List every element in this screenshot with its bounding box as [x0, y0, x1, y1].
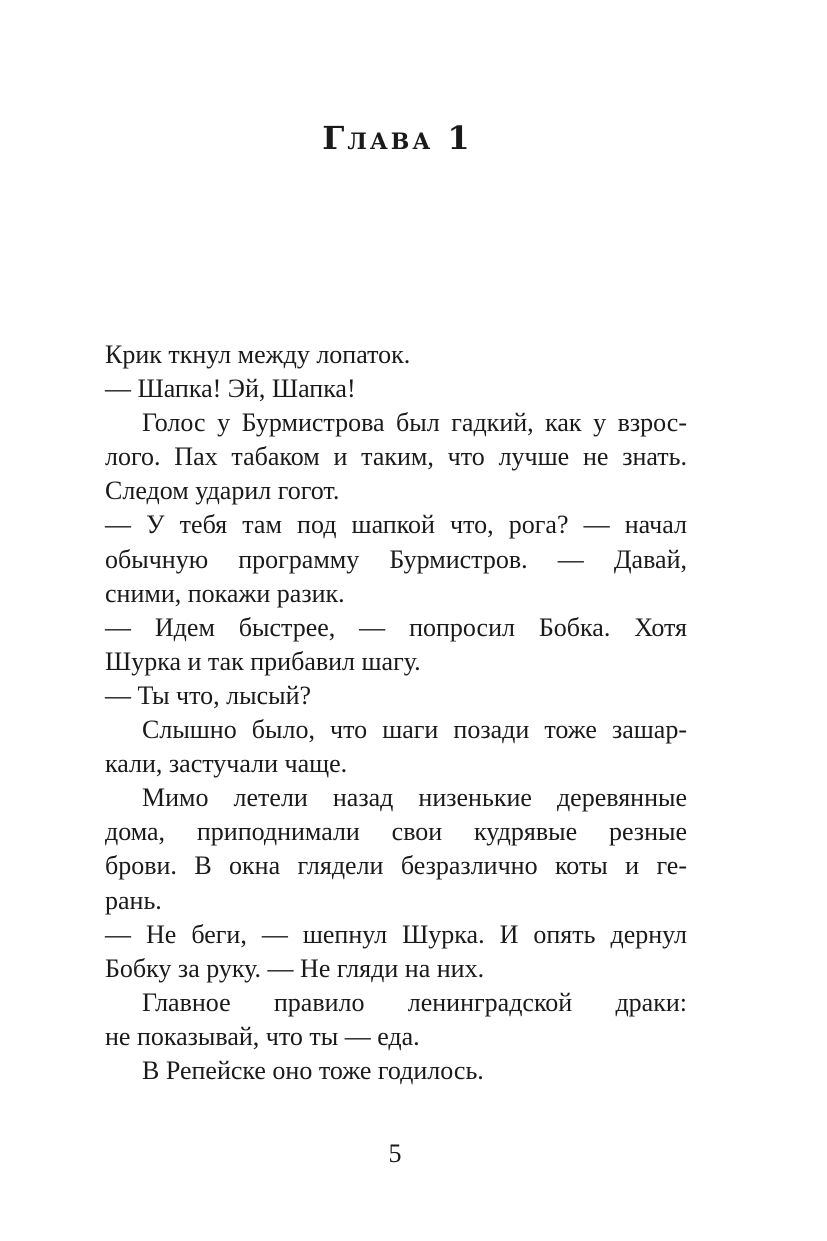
text-line: В Репейске оно тоже годилось. [142, 1055, 484, 1085]
text-line: сними, покажи разик. [105, 578, 345, 608]
text-line: кали, застучали чаще. [105, 749, 348, 779]
text-line: — Ты что, лысый? [105, 680, 312, 710]
text-line: Следом ударил гогот. [105, 476, 340, 506]
text-line: не показывай, что ты — еда. [105, 1021, 420, 1051]
text-line: — Не беги, — шепнул Шурка. И опять дернул [105, 919, 687, 949]
text-line: Слышно было, что шаги позади тоже зашар- [142, 715, 687, 745]
text-line: — Шапка! Эй, Шапка! [105, 374, 356, 404]
text-line: — Идем быстрее, — попросил Бобка. Хотя [105, 612, 687, 642]
text-line: Бобку за руку. — Не гляди на них. [105, 953, 485, 983]
text-line: — У тебя там под шапкой что, рога? — начал [105, 510, 687, 540]
page-number: 5 [388, 1139, 402, 1168]
text-line: рань. [105, 885, 162, 915]
text-line: дома, приподнимали свои кудрявые резные [105, 817, 687, 847]
text-line: лого. Пах табаком и таким, что лучше не знать. [105, 442, 687, 472]
text-line: Голос у Бурмистрова был гадкий, как у взрос- [142, 408, 687, 438]
body-text [105, 338, 687, 1088]
chapter-title: Глава 1 [322, 119, 473, 157]
text-line: брови. В окна глядели безразлично коты и ге- [105, 851, 687, 881]
text-line: обычную программу Бурмистров. — Давай, [105, 544, 687, 574]
text-line: Мимо летели назад низенькие деревянные [142, 783, 687, 813]
text-line: Крик ткнул между лопаток. [105, 340, 411, 369]
text-line: Главное правило ленинградской драки: [142, 987, 687, 1017]
text-line: Шурка и так прибавил шагу. [105, 646, 421, 676]
